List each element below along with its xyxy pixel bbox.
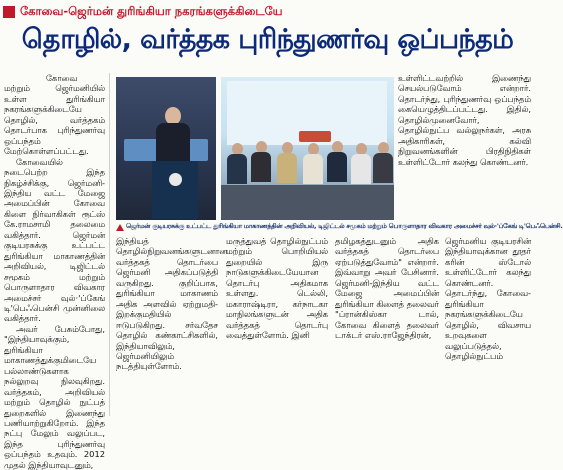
stage-screen [227,81,387,145]
left-paragraph: அவர் பேசும்போது, "இந்தியாவுக்கும், துரிங்கியா மாகாணத்துக்குமிடையே பல்லாண்டுகளாக நல்லுறவு நிலவுகிறது. வர்த்தகம், அறிவியல் மற்றும் தொழில் நுட்பத் துறைகளில் இணைந்து பணியாற்றுகிறோம். இந்த நட்பு மேலும் வலுப்பட, இந்த புரிந்துணர்வு ஒப்பந்தம் உதவும். 2012 முதல் இந்தியாவுடனும், [4,323,105,470]
seal-icon [169,173,182,186]
podium [152,161,198,219]
article-column-bottom: தமிழகத்துடனும் அதிக வர்த்தகத் தொடர்பை ஏற்படுத்துவோம்" என்றார். இவ்வாறு அவர் பேசினார். ஜெர்மனி-இந்திய வட்ட மேஜை அமைப்பின் துரிங்கியா கிளைத் தலைவர் "ப்ரான்கிஸ்கா டால், கோவை கிளைத் தலைவர் டாக்டர் எஸ்.ராஜேந்திரன், [335,236,439,341]
article-column-bottom: மருத்துவத் தொழில்நுட்பம் மற்றும் பொறியியல் துறையில் இரு நாடுகளுக்கிடையேயான தொடர்பு அதிகமாக உள்ளது. டெல்லி, மகாராஷ்டிரா, கர்நாடகா மாநிலங்களுடன் அதிக வர்த்தகத் தொடர்பு வைத்துள்ளோம். இனி [226,236,328,341]
speaker-photo [116,77,216,220]
headline: தொழில், வர்த்தக புரிந்துணர்வு ஒப்பந்தம் [21,24,514,55]
left-paragraph: கோவையில் நடைபெற்ற இந்த நிகழ்ச்சிக்கு, ஜெர்மனி-இந்திய வட்ட மேஜை அமைப்பின் கோவை கிளை நிர்வாகிகள் ரூட்ஸ் கே.ராமசாமி தலைமை வகித்தார். ஜெர்மன் குடியரசுக்கு உட்பட்ட துரிங்கியா மாகாணத்தின் அறிவியல், டிஜிட்டல் சமூகம் மற்றும் பொருளாதார விவகார அமைச்சர் வுல்·'ப்கேங் டி'பெஃபென்சி முன்னிலை வகித்தார். [4,156,105,324]
article-column-right: உள்ளிட்டவற்றில் இணைந்து செயல்படுவோம் என்றார். தொடர்ந்து, புரிந்துணர்வு ஒப்பந்தம் கையெழுத்திடப்பட்டது. இதில், தொழில்முனைவோர், தொழில்நுட்ப வல்லுநர்கள், அரசு அதிகாரிகள், கல்வி நிறுவனங்களின் பிரதிநிதிகள் உள்ளிட்டோர் கலந்து கொண்டனர். [398,73,531,167]
article-column-left [4,73,105,470]
stage-floor [221,185,394,220]
photo-caption [116,222,563,235]
stage-photo [221,77,394,220]
kicker-text: கோவை-ஜெர்மன் துரிங்கியா நகரங்களுக்கிடையே [20,4,283,18]
article-column-bottom: இந்தியத் தொழில்நிறுவனங்களுடனான வர்த்தகத் தொடர்பை ஜெர்மனி அதிகப்படுத்தி வருகிறது. குறிப்பாக, துரிங்கியா மாகாணம் அதிக அளவில் ஏற்றுமதி-இறக்குமதியில் ஈடுபடுகிறது. சர்வதேச தொழில் கண்காட்சிகளில், இந்தியாவிலும், ஜெர்மனியிலும் நடத்தியுள்ளோம். [116,236,228,372]
caption-text: ஜெர்மன் குடியரசுக்கு உட்பட்ட துரிங்கியா மாகாணத்தின் அறிவியல், டிஜிட்டல் சமூகம் மற்றும் பொருளாதார விவகார அமைச்சர் வுல்·'ப்கேங் டி'பெஃபென்சி. [126,222,563,230]
kicker [0,2,535,22]
speaker-body [156,123,190,165]
column-divider [109,73,110,416]
article-column-bottom: ஜெர்மனிய குடியரசின் இந்தியாவுக்கான தூதர் கரின் ஸ்டோல் உள்ளிட்டோர் கலந்து கொண்டனர். தொடர்ந்து, கோவை-துரிங்கியா நகரங்களுக்கிடையே தொழில், விவசாய உறவுகளை வலுப்படுத்தல், தொழில்நுட்பம் [445,236,531,361]
left-paragraph: கோவை மற்றும் ஜெர்மனியில் உள்ள துரிங்கியா நகரங்களுக்கிடையே தொழில், வர்த்தகம் தொடர்பாக புரிந்துணர்வு ஒப்பந்தம் மேற்கொள்ளப்பட்டது. [4,73,105,157]
caption-triangle-icon [116,224,124,231]
logo-icon [299,131,331,142]
kicker-marker-icon [3,6,15,18]
